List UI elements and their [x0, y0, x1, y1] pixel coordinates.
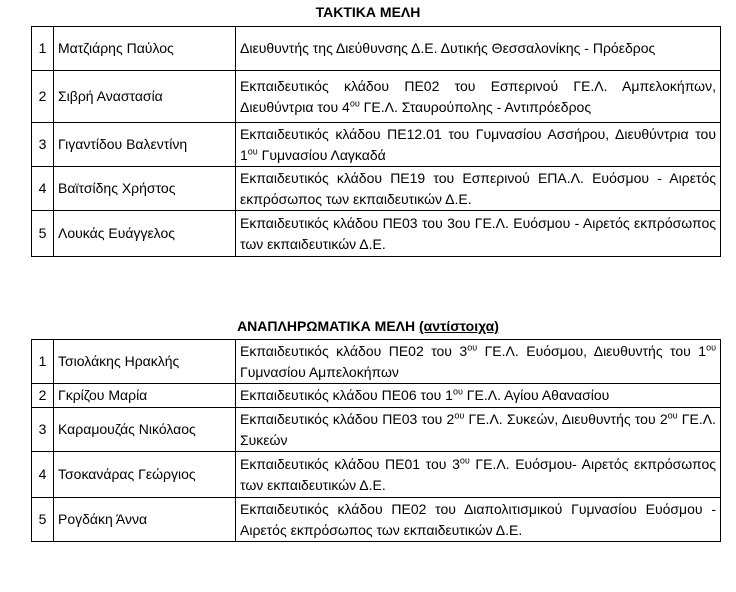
member-row — [32, 211, 721, 257]
member-name: Λουκάς Ευάγγελος — [54, 211, 236, 257]
role-text: ΓΕ.Λ. Ευόσμου, Διευθυντής του 1 — [477, 342, 707, 359]
alternate-members-heading — [0, 318, 736, 334]
member-name: Γιγαντίδου Βαλεντίνη — [54, 123, 236, 167]
member-number: 3 — [32, 123, 54, 167]
member-name: Τσοκανάρας Γεώργιος — [54, 452, 236, 498]
ordinal-suffix: ου — [349, 97, 360, 108]
member-name: Καραμουζάς Νικόλαος — [54, 408, 236, 452]
role-text: ΓΕ.Λ. Αγίου Αθανασίου — [462, 387, 610, 403]
role-text: Γυμνασίου Αμπελοκήπων — [240, 363, 399, 380]
member-row — [32, 167, 721, 211]
member-number: 4 — [32, 452, 54, 498]
member-row — [32, 27, 721, 71]
member-row — [32, 123, 721, 167]
member-role — [236, 27, 721, 71]
alternate-members-table — [31, 339, 721, 542]
member-name: Βαϊτσίδης Χρήστος — [54, 167, 236, 211]
member-role — [236, 71, 721, 123]
member-name: Γκρίζου Μαρία — [54, 384, 236, 408]
role-text: Γυμνασίου Λαγκαδά — [257, 146, 386, 163]
member-role — [236, 167, 721, 211]
member-role — [236, 384, 721, 408]
member-number: 1 — [32, 340, 54, 384]
member-number: 3 — [32, 408, 54, 452]
role-text: Εκπαιδευτικός κλάδου ΠΕ19 του Εσπερινού ΕΠΑ.Λ. Ευόσμου - Αιρετός εκπρόσωπος των εκπαιδευτικών Δ.Ε. — [240, 169, 716, 207]
member-name: Σιβρή Αναστασία — [54, 71, 236, 123]
regular-members-table — [31, 26, 721, 257]
ordinal-suffix: ου — [459, 454, 470, 465]
member-number: 5 — [32, 498, 54, 542]
member-name: Τσιολάκης Ηρακλής — [54, 340, 236, 384]
member-row — [32, 71, 721, 123]
role-text: Εκπαιδευτικός κλάδου ΠΕ06 του 1 — [240, 387, 453, 403]
ordinal-suffix: ου — [454, 409, 465, 420]
role-text: ΓΕ.Λ. Συκεών, Διευθυντής του 2 — [464, 410, 668, 427]
member-role — [236, 408, 721, 452]
member-role — [236, 452, 721, 498]
role-text: ΓΕ.Λ. Σταυρούπολης - Αντιπρόεδρος — [359, 98, 592, 115]
member-row — [32, 340, 721, 384]
alternate-members-heading-text: ΑΝΑΠΛΗΡΩΜΑΤΙΚΑ ΜΕΛΗ — [237, 318, 420, 334]
member-role — [236, 123, 721, 167]
alternate-members-heading-note: (αντίστοιχα) — [419, 318, 499, 334]
role-text: Εκπαιδευτικός κλάδου ΠΕ03 του 3ου ΓΕ.Λ. Ευόσμου - Αιρετός εκπρόσωπος των εκπαιδευτικών Δ.Ε. — [240, 214, 716, 252]
member-number: 2 — [32, 384, 54, 408]
role-text: Εκπαιδευτικός κλάδου ΠΕ12.01 του Γυμνασίου Ασσήρου, Διευθύντρια του 1 — [240, 125, 716, 163]
member-role — [236, 340, 721, 384]
ordinal-suffix: ου — [667, 409, 678, 420]
role-text: Εκπαιδευτικός κλάδου ΠΕ03 του 2 — [240, 410, 455, 427]
member-name: Ρογδάκη Άννα — [54, 498, 236, 542]
member-row — [32, 452, 721, 498]
ordinal-suffix: ου — [247, 145, 258, 156]
ordinal-suffix: ου — [452, 386, 463, 397]
member-number: 1 — [32, 27, 54, 71]
role-text: Εκπαιδευτικός κλάδου ΠΕ02 του Διαπολιτισμικού Γυμνασίου Ευόσμου - Αιρετός εκπρόσωπος των εκπαιδευτικών Δ.Ε. — [240, 500, 716, 538]
member-number: 2 — [32, 71, 54, 123]
regular-members-heading: ΤΑΚΤΙΚΑ ΜΕΛΗ — [315, 4, 421, 20]
role-text: Εκπαιδευτικός κλάδου ΠΕ01 του 3 — [240, 455, 460, 472]
member-name: Ματζιάρης Παύλος — [54, 27, 236, 71]
role-text: ΓΕ.Λ. Συκεών — [240, 410, 716, 448]
member-row — [32, 498, 721, 542]
role-text: Διευθυντής της Διεύθυνσης Δ.Ε. Δυτικής Θεσσαλονίκης - Πρόεδρος — [240, 40, 656, 56]
member-role — [236, 498, 721, 542]
member-number: 5 — [32, 211, 54, 257]
member-row — [32, 408, 721, 452]
member-role — [236, 211, 721, 257]
role-text: Εκπαιδευτικός κλάδου ΠΕ02 του 3 — [240, 342, 468, 359]
member-row — [32, 384, 721, 408]
member-number: 4 — [32, 167, 54, 211]
role-text: Εκπαιδευτικός κλάδου ΠΕ02 του Εσπερινού ΓΕ.Λ. Αμπελοκήπων, Διευθύντρια του 4 — [240, 77, 716, 115]
ordinal-suffix: ου — [467, 341, 478, 352]
role-text: ΓΕ.Λ. Ευόσμου- Αιρετός εκπρόσωπος των εκπαιδευτικών Δ.Ε. — [240, 455, 716, 493]
ordinal-suffix: ου — [706, 341, 716, 352]
